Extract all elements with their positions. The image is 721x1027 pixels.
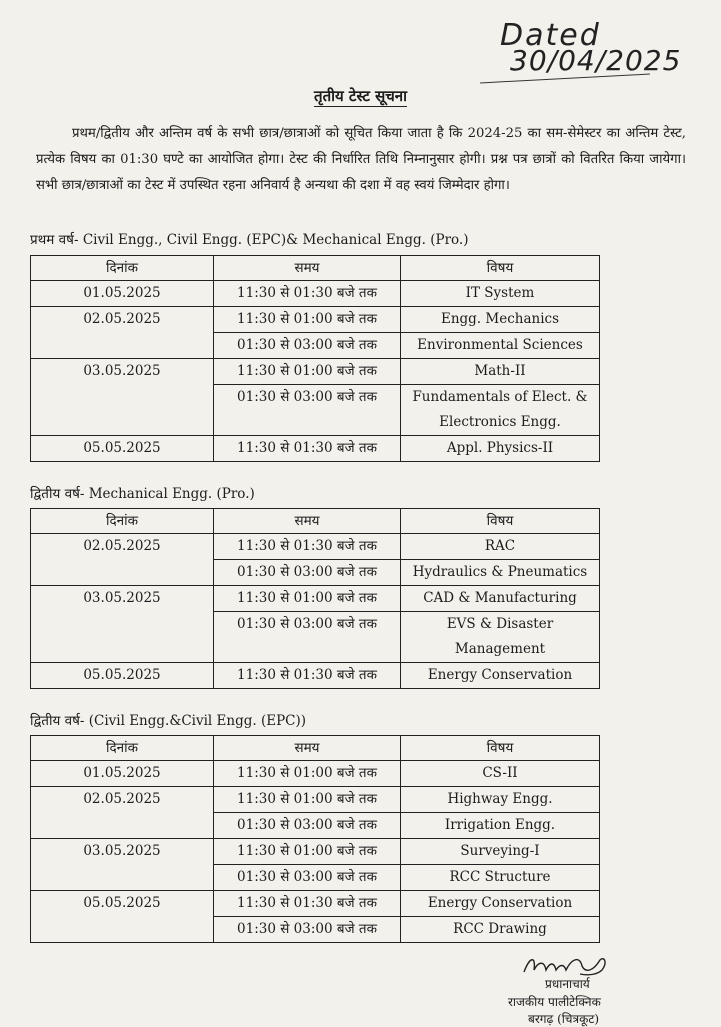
cell-time: 01:30 से 03:00 बजे तक (214, 560, 401, 586)
cell-subject: IT System (401, 281, 600, 307)
cell-subject: Highway Engg. (401, 787, 600, 813)
cell-date: 01.05.2025 (31, 281, 214, 307)
cell-subject: Surveying-I (401, 839, 600, 865)
table-row (31, 307, 600, 333)
cell-time: 01:30 से 03:00 बजे तक (214, 865, 401, 891)
cell-date: 01.05.2025 (31, 761, 214, 787)
cell-time: 11:30 से 01:00 बजे तक (214, 839, 401, 865)
cell-date: 05.05.2025 (31, 891, 214, 943)
column-header-date: दिनांक (31, 736, 214, 761)
cell-date: 03.05.2025 (31, 586, 214, 663)
cell-time: 11:30 से 01:30 बजे तक (214, 281, 401, 307)
cell-time: 11:30 से 01:00 बजे तक (214, 307, 401, 333)
table-row (31, 839, 600, 865)
signature-institution: राजकीय पालीटेक्निक (508, 995, 601, 1009)
table-header-row (31, 256, 600, 281)
cell-date: 03.05.2025 (31, 839, 214, 891)
column-header-date: दिनांक (31, 509, 214, 534)
signature-place: बरगढ़ (चित्रकूट) (528, 1012, 600, 1026)
cell-subject: CAD & Manufacturing (401, 586, 600, 612)
table-row (31, 787, 600, 813)
cell-subject: Energy Conservation (401, 891, 600, 917)
cell-time: 11:30 से 01:30 बजे तक (214, 436, 401, 462)
cell-time: 11:30 से 01:00 बजे तक (214, 761, 401, 787)
cell-subject: RCC Structure (401, 865, 600, 891)
cell-subject: Energy Conservation (401, 663, 600, 689)
cell-date: 02.05.2025 (31, 787, 214, 839)
cell-time: 11:30 से 01:30 बजे तक (214, 891, 401, 917)
column-header-time: समय (214, 509, 401, 534)
cell-date: 03.05.2025 (31, 359, 214, 436)
cell-subject: CS-II (401, 761, 600, 787)
table-header-row (31, 736, 600, 761)
cell-time: 11:30 से 01:00 बजे तक (214, 359, 401, 385)
table-row (31, 663, 600, 689)
cell-subject: RAC (401, 534, 600, 560)
signature-designation: प्रधानाचार्य (545, 977, 590, 991)
handwritten-dated-label: Dated (500, 18, 601, 53)
section-heading-second-year-civil: द्वितीय वर्ष- (Civil Engg.&Civil Engg. (EPC)) (30, 713, 307, 729)
handwritten-date: 30/04/2025 (510, 44, 682, 77)
cell-time: 01:30 से 03:00 बजे तक (214, 612, 401, 663)
cell-time: 01:30 से 03:00 बजे तक (214, 917, 401, 943)
column-header-subject: विषय (401, 736, 600, 761)
table-header-row (31, 509, 600, 534)
table-row (31, 761, 600, 787)
cell-subject: Engg. Mechanics (401, 307, 600, 333)
cell-subject: RCC Drawing (401, 917, 600, 943)
table-row (31, 586, 600, 612)
cell-time: 11:30 से 01:00 बजे तक (214, 586, 401, 612)
notice-intro: प्रथम/द्वितीय और अन्तिम वर्ष के सभी छात्र/छात्राओं को सूचित किया जाता है कि 2024-25 का सम-सेमेस्टर का अन्तिम टेस्ट, प्रत्येक विषय का 01:30 घण्टे का आयोजित होगा। टेस्ट की निर्धारित तिथि निम्नानुसार होगी। प्रश्न पत्र छात्रों को वितरित किया जायेगा। सभी छात्र/छात्राओं का टेस्ट में उपस्थित रहना अनिवार्य है अन्यथा की दशा में वह स्वयं जिम्मेदार होगा। (36, 126, 686, 193)
cell-date: 05.05.2025 (31, 663, 214, 689)
column-header-time: समय (214, 256, 401, 281)
cell-date: 05.05.2025 (31, 436, 214, 462)
cell-subject: Environmental Sciences (401, 333, 600, 359)
cell-date: 02.05.2025 (31, 307, 214, 359)
table-row (31, 359, 600, 385)
column-header-subject: विषय (401, 509, 600, 534)
schedule-table-first-year (30, 255, 600, 462)
column-header-date: दिनांक (31, 256, 214, 281)
schedule-table-second-year-civil (30, 735, 600, 943)
section-heading-second-year-mech: द्वितीय वर्ष- Mechanical Engg. (Pro.) (30, 486, 255, 502)
table-row (31, 534, 600, 560)
table-row (31, 281, 600, 307)
cell-date: 02.05.2025 (31, 534, 214, 586)
cell-time: 01:30 से 03:00 बजे तक (214, 333, 401, 359)
cell-subject: Irrigation Engg. (401, 813, 600, 839)
column-header-subject: विषय (401, 256, 600, 281)
cell-time: 01:30 से 03:00 बजे तक (214, 813, 401, 839)
cell-time: 11:30 से 01:30 बजे तक (214, 534, 401, 560)
table-row (31, 436, 600, 462)
section-heading-first-year: प्रथम वर्ष- Civil Engg., Civil Engg. (EPC)& Mechanical Engg. (Pro.) (30, 232, 469, 248)
notice-title: तृतीय टेस्ट सूचना (314, 87, 407, 105)
schedule-table-second-year-mech (30, 508, 600, 689)
cell-time: 11:30 से 01:00 बजे तक (214, 787, 401, 813)
cell-subject: Math-II (401, 359, 600, 385)
cell-subject: Fundamentals of Elect. & Electronics Engg. (401, 385, 600, 436)
cell-subject: Appl. Physics-II (401, 436, 600, 462)
table-row (31, 891, 600, 917)
cell-subject: Hydraulics & Pneumatics (401, 560, 600, 586)
cell-time: 01:30 से 03:00 बजे तक (214, 385, 401, 436)
column-header-time: समय (214, 736, 401, 761)
cell-time: 11:30 से 01:30 बजे तक (214, 663, 401, 689)
cell-subject: EVS & Disaster Management (401, 612, 600, 663)
